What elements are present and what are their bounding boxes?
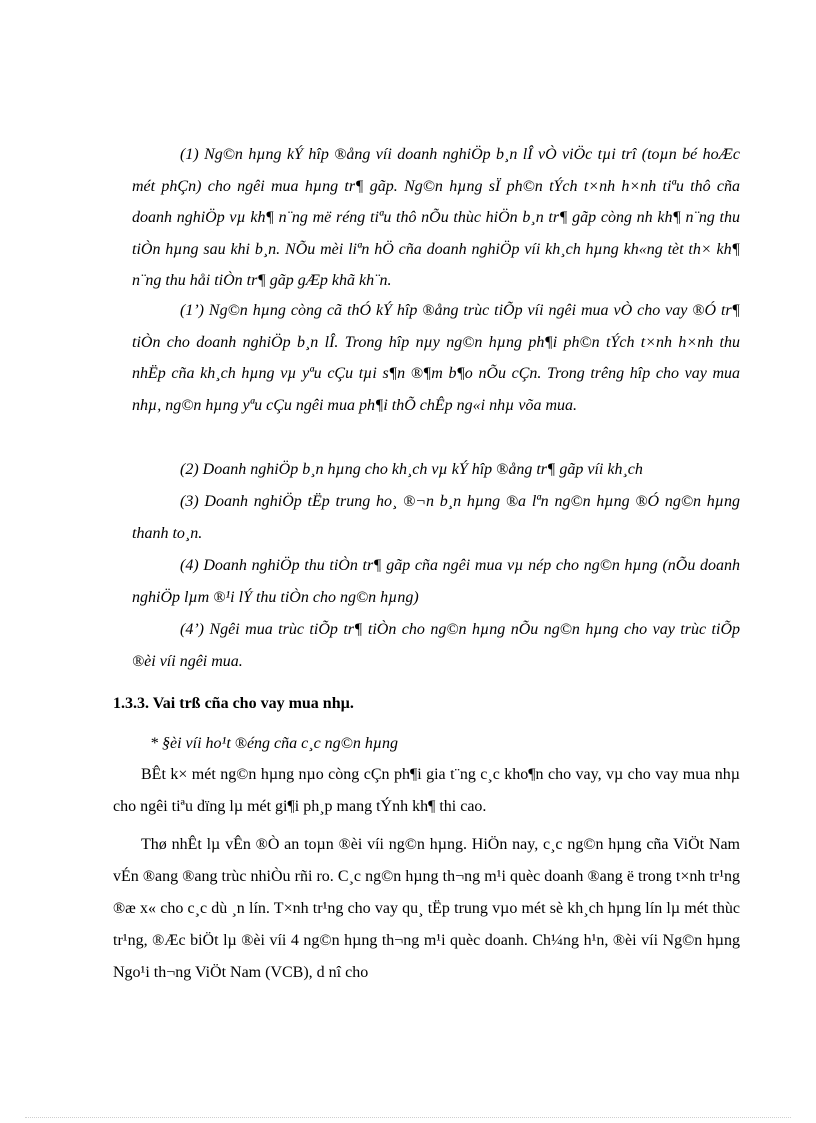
section-subheading: * §èi víi ho¹t ®éng cña c¸c ng©n hµng: [150, 735, 399, 752]
paragraph-step-4: (4) Doanh nghiÖp thu tiÒn tr¶ gãp cña ngêi mua vµ nép cho ng©n hµng (nÕu doanh nghiÖp lµm ®¹i lÝ thu tiÒn cho ng©n hµng): [132, 557, 740, 606]
body-paragraph-1: BÊt k× mét ng©n hµng nµo còng cÇn ph¶i gia t¨ng c¸c kho¶n cho vay, vµ cho vay mua nhµ cho ngêi tiªu dïng lµ mét gi¶i ph¸p mang tÝnh kh¶ thi cao.: [113, 766, 740, 815]
body-paragraph-2: Thø nhÊt lµ vÊn ®Ò an toµn ®èi víi ng©n hµng. HiÖn nay, c¸c ng©n hµng cña ViÖt Nam vÉn ®ang ®ang trùc nhiÒu rñi ro. C¸c ng©n hµng th¬ng m¹i quèc doanh ®ang ë trong t×nh tr¹ng ®æ x« cho c¸c dù ¸n lín. T×nh tr¹ng cho vay qu¸ tËp trung vµo mét sè kh¸ch hµng lín lµ mét thùc tr¹ng, ®Æc biÖt lµ ®èi víi 4 ng©n hµng th¬ng m¹i quèc doanh. Ch¼ng h¹n, ®èi víi Ng©n hµng Ngo¹i th¬ng ViÖt Nam (VCB), d nî cho: [113, 836, 740, 981]
paragraph-step-4-alt: (4’) Ngêi mua trùc tiÕp tr¶ tiÒn cho ng©n hµng nÕu ng©n hµng cho vay trùc tiÕp ®èi víi ngêi mua.: [132, 621, 740, 670]
paragraph-step-1-alt: (1’) Ng©n hµng còng cã thÓ kÝ hîp ®ång trùc tiÕp víi ngêi mua vÒ cho vay ®Ó tr¶ tiÒn cho doanh nghiÖp b¸n lÎ. Trong hîp nµy ng©n hµng ph¶i ph©n tÝch t×nh h×nh thu nhËp cña kh¸ch hµng vµ yªu cÇu tµi s¶n ®¶m b¶o nÕu cÇn. Trong trêng hîp cho vay mua nhµ, ng©n hµng yªu cÇu ngêi mua ph¶i thÕ chÊp ng«i nhµ võa mua.: [132, 302, 740, 414]
paragraph-step-3: (3) Doanh nghiÖp tËp trung ho¸ ®¬n b¸n hµng ®a lªn ng©n hµng ®Ó ng©n hµng thanh to¸n.: [132, 493, 740, 542]
paragraph-step-1: (1) Ng©n hµng kÝ hîp ®ång víi doanh nghiÖp b¸n lÎ vÒ viÖc tµi trî (toµn bé hoÆc mét phÇn) cho ngêi mua hµng tr¶ gãp. Ng©n hµng sÏ ph©n tÝch t×nh h×nh tiªu thô cña doanh nghiÖp vµ kh¶ n¨ng më réng tiªu thô nÕu thùc hiÖn b¸n tr¶ gãp còng nh kh¶ n¨ng thu tiÒn hµng sau khi b¸n. NÕu mèi liªn hÖ cña doanh nghiÖp víi kh¸ch hµng kh«ng tèt th× kh¶ n¨ng thu håi tiÒn tr¶ gãp gÆp khã kh¨n.: [132, 146, 740, 289]
page-bottom-divider: [25, 1117, 791, 1118]
paragraph-step-2: (2) Doanh nghiÖp b¸n hµng cho kh¸ch vµ kÝ hîp ®ång tr¶ gãp víi kh¸ch: [180, 461, 643, 478]
section-heading: 1.3.3. Vai trß cña cho vay mua nhµ.: [113, 695, 354, 712]
